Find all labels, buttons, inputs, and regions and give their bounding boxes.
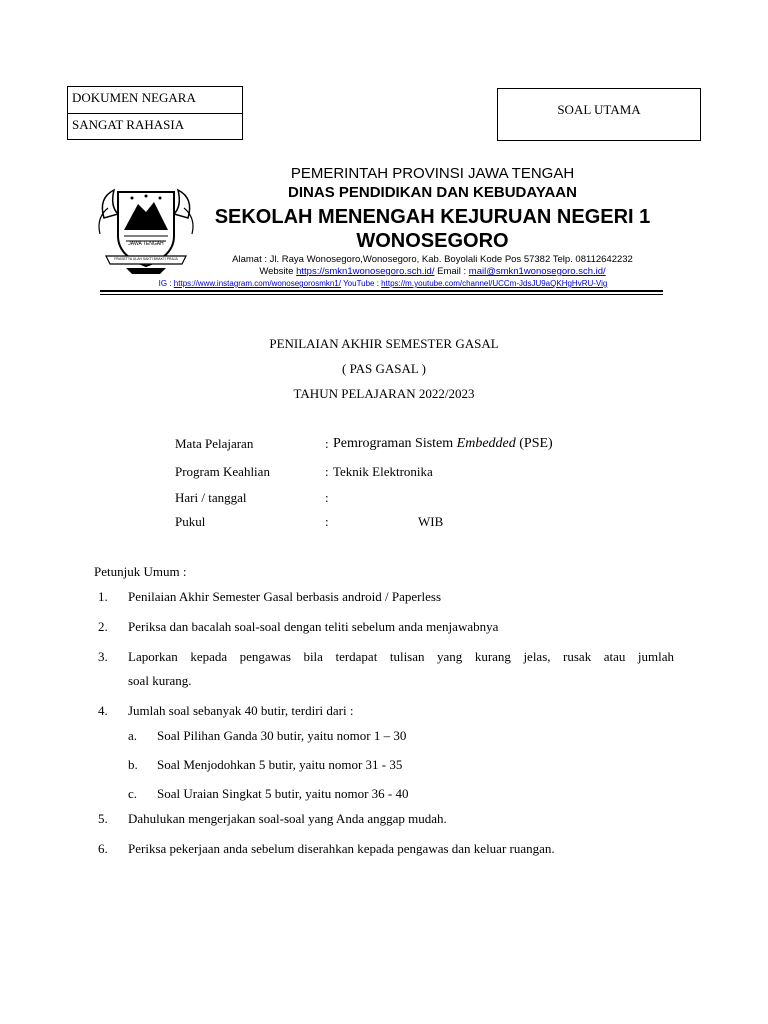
instruction-text: Jumlah soal sebanyak 40 butir, terdiri dari : xyxy=(128,703,354,718)
subject-value xyxy=(333,436,553,452)
instruction-text: Periksa dan bacalah soal-soal dengan teliti sebelum anda menjawabnya xyxy=(128,619,499,634)
crest-label: JAWA TENGAH xyxy=(128,241,164,247)
subject-value-suffix: (PSE) xyxy=(515,436,553,451)
subject-value-italic: Embedded xyxy=(456,436,516,451)
instruction-text: Penilaian Akhir Semester Gasal berbasis android / Paperless xyxy=(128,589,442,604)
exam-year: TAHUN PELAJARAN 2022/2023 xyxy=(293,386,475,401)
instruction-number: 6. xyxy=(98,841,108,856)
instruction-text-continued: soal kurang. xyxy=(128,673,192,688)
instruction-text: Laporkan kepada pengawas bila terdapat tulisan yang kurang jelas, rusak atau jumlah xyxy=(128,649,674,664)
day-label: Hari / tanggal xyxy=(175,490,247,505)
letterhead-school-location: WONOSEGORO xyxy=(356,230,509,252)
instruction-number: 4. xyxy=(98,703,108,718)
subject-colon: : xyxy=(325,436,329,451)
sub-instruction-text: Soal Uraian Singkat 5 butir, yaitu nomor 36 - 40 xyxy=(157,786,409,801)
sub-instruction-letter: c. xyxy=(128,786,138,801)
time-colon: : xyxy=(325,514,329,529)
ig-label: IG : xyxy=(158,279,174,288)
crest-icon xyxy=(96,178,196,278)
day-colon: : xyxy=(325,490,329,505)
sub-instruction-text: Soal Menjodohkan 5 butir, yaitu nomor 31 - 35 xyxy=(157,757,403,772)
soal-utama-box: SOAL UTAMA xyxy=(497,88,701,141)
province-crest-logo xyxy=(96,178,196,278)
instructions-heading: Petunjuk Umum : xyxy=(94,564,187,579)
subject-value-prefix: Pemrograman Sistem xyxy=(333,436,457,451)
instruction-number: 1. xyxy=(98,589,108,604)
classification-row-1: DOKUMEN NEGARA xyxy=(72,90,196,105)
sub-instruction-text: Soal Pilihan Ganda 30 butir, yaitu nomor 1 – 30 xyxy=(157,728,407,743)
exam-title: PENILAIAN AKHIR SEMESTER GASAL xyxy=(269,336,499,351)
sub-instruction-letter: a. xyxy=(128,728,138,743)
instruction-number: 3. xyxy=(98,649,108,664)
website-link[interactable]: https://smkn1wonosegoro.sch.id/ xyxy=(296,266,435,277)
program-value: Teknik Elektronika xyxy=(333,464,433,479)
youtube-label: YouTube : xyxy=(340,279,382,288)
sub-instruction-letter: b. xyxy=(128,757,138,772)
email-label: Email : xyxy=(434,266,469,277)
instagram-link[interactable]: https://www.instagram.com/wonosegorosmkn1/ xyxy=(173,279,341,288)
instruction-text: Dahulukan mengerjakan soal-soal yang Anda anggap mudah. xyxy=(128,811,447,826)
letterhead-government: PEMERINTAH PROVINSI JAWA TENGAH xyxy=(290,165,575,182)
classification-row-2: SANGAT RAHASIA xyxy=(68,113,242,139)
program-colon: : xyxy=(325,464,329,479)
letterhead-department: DINAS PENDIDIKAN DAN KEBUDAYAAN xyxy=(288,184,577,201)
exam-subtitle: ( PAS GASAL ) xyxy=(342,361,426,376)
letterhead-contacts xyxy=(200,266,665,277)
letterhead-social xyxy=(98,279,668,288)
letterhead-rule-thin xyxy=(100,294,663,295)
classification-table xyxy=(67,86,243,140)
youtube-link[interactable]: https://m.youtube.com/channel/UCCm-JdsJU9aQKHgHvRU-Vig xyxy=(381,279,608,288)
website-label: Website xyxy=(259,266,297,277)
instruction-number: 5. xyxy=(98,811,108,826)
letterhead-rule-thick xyxy=(100,290,663,292)
subject-label: Mata Pelajaran xyxy=(175,436,254,451)
time-label: Pukul xyxy=(175,514,206,529)
letterhead-address: Alamat : Jl. Raya Wonosegoro,Wonosegoro, Kab. Boyolali Kode Pos 57382 Telp. 08112642232 xyxy=(232,254,633,265)
letterhead-school-name: SEKOLAH MENENGAH KEJURUAN NEGERI 1 xyxy=(214,206,651,228)
program-label: Program Keahlian xyxy=(175,464,270,479)
instruction-number: 2. xyxy=(98,619,108,634)
email-link[interactable]: mail@smkn1wonosegoro.sch.id/ xyxy=(468,266,606,277)
instruction-text: Periksa pekerjaan anda sebelum diserahkan kepada pengawas dan keluar ruangan. xyxy=(128,841,555,856)
time-value: WIB xyxy=(418,514,444,529)
crest-motto: PRASETYA ULAH SAKTI BHAKTI PRAJA xyxy=(114,257,178,261)
